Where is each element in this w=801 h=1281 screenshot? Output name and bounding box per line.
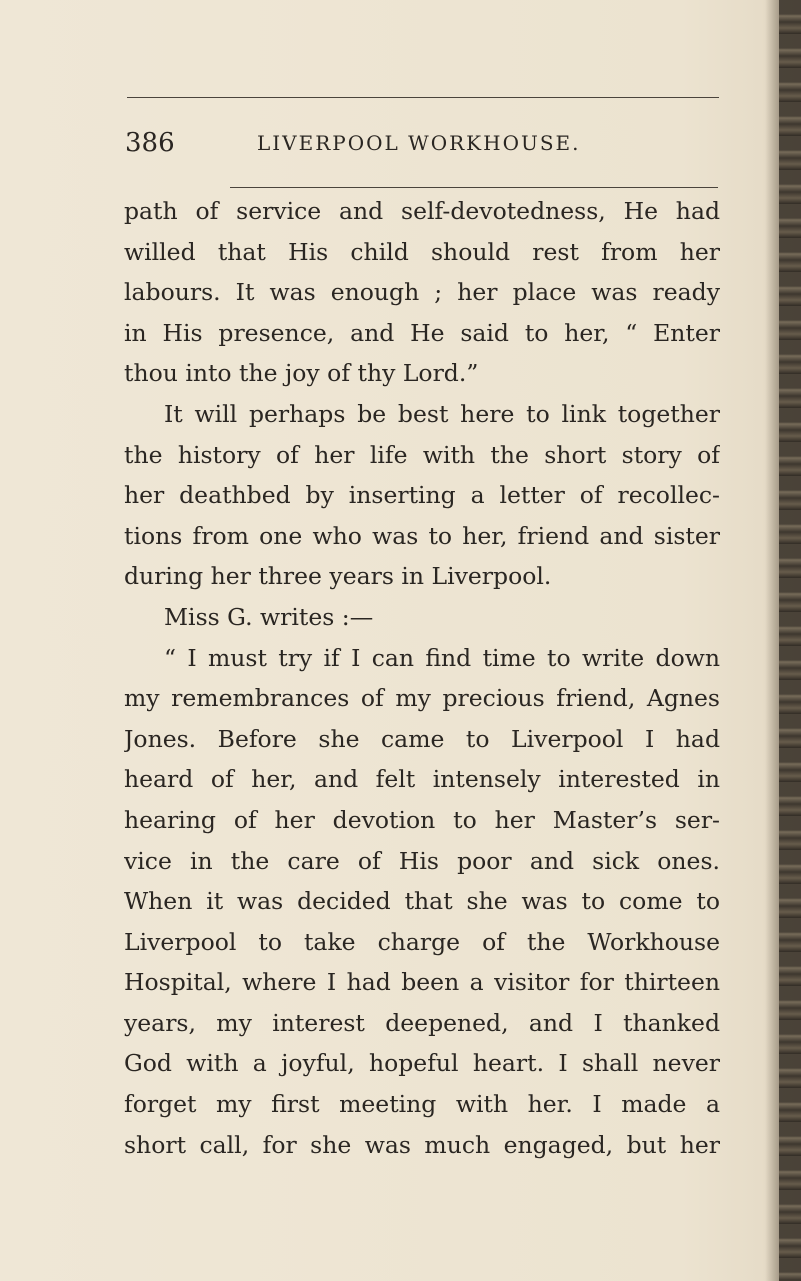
text-line: tions from one who was to her, friend and sister [124,521,720,550]
text-line: during her three years in Liverpool. [124,562,552,591]
text-line: heard of her, and felt intensely interested in [124,765,720,794]
text-line: vice in the care of His poor and sick ones. [124,846,720,875]
text-line: thou into the joy of thy Lord.” [124,359,479,388]
text-line: “ I must try if I can find time to write down [164,643,720,672]
text-line: the history of her life with the short story of [124,440,720,469]
running-title: LIVERPOOL WORKHOUSE. [257,131,581,155]
text-line: Liverpool to take charge of the Workhouse [124,927,720,956]
text-line: years, my interest deepened, and I thanked [124,1008,720,1037]
text-line: her deathbed by inserting a letter of recollec- [124,481,720,510]
text-line: It will perhaps be best here to link together [164,399,720,428]
page-edge-shadow [765,0,779,1281]
text-line: Hospital, where I had been a visitor for thirteen [124,968,720,997]
text-line: God with a joyful, hopeful heart. I shall never [124,1049,720,1078]
top-rule [127,97,719,98]
text-line: Miss G. writes :— [164,602,374,631]
text-line: my remembrances of my precious friend, Agnes [124,684,720,713]
running-header [125,128,725,168]
text-line: in His presence, and He said to her, “ Enter [124,318,720,347]
text-line: Jones. Before she came to Liverpool I had [124,724,720,753]
text-line: forget my first meeting with her. I made a [124,1090,720,1119]
body-text [124,191,720,1165]
text-line: hearing of her devotion to her Master’s ser- [124,805,720,834]
page-number: 386 [125,128,175,158]
page-binding-edge [779,0,801,1281]
text-line: willed that His child should rest from her [124,237,720,266]
header-rule [230,187,718,188]
text-line: short call, for she was much engaged, but her [124,1130,720,1159]
text-line: labours. It was enough ; her place was ready [124,278,720,307]
text-line: When it was decided that she was to come to [124,887,720,916]
text-line: path of service and self-devotedness, He had [124,197,720,225]
